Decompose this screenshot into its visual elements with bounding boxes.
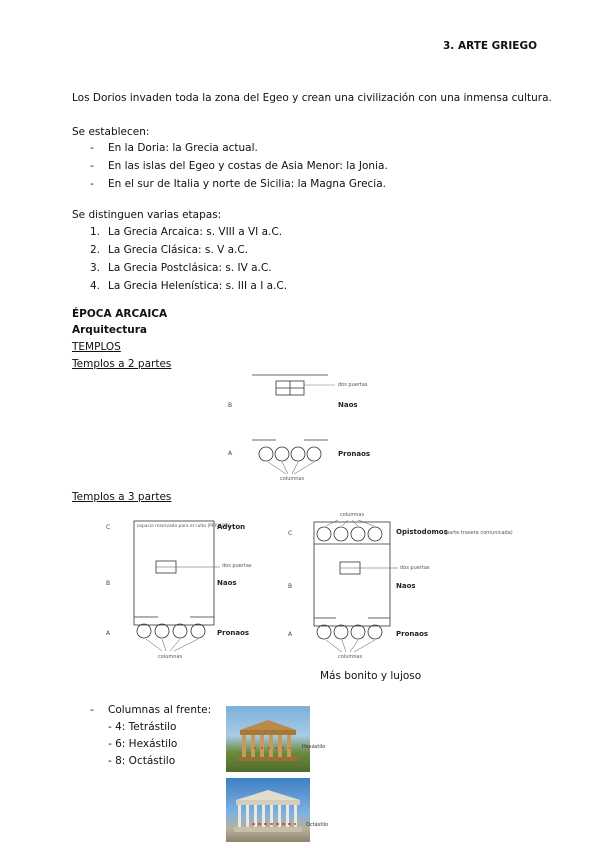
zone-letter-a: A (106, 630, 111, 637)
columns-heading: Columnas al frente: (108, 704, 212, 716)
columns-label: columnas (338, 654, 363, 660)
list-number: 3. (90, 262, 101, 274)
zone-letter-c: C (106, 524, 111, 531)
list-bullet: - (90, 160, 94, 172)
list-item: La Grecia Clásica: s. V a.C. (108, 244, 249, 256)
column-icon (317, 625, 331, 639)
column-icon (259, 447, 273, 461)
list-bullet: - (90, 704, 94, 716)
adyton-label: Adyton (217, 523, 246, 531)
doors-label: dos puertas (222, 563, 252, 569)
zone-letter-b: B (106, 580, 111, 587)
column-icon (137, 624, 151, 638)
three-part-temple-diagram (130, 515, 220, 660)
hexastilo-label: Hexástilo (302, 744, 326, 750)
list-bullet: - (90, 142, 94, 154)
two-parts-heading: Templos a 2 partes (72, 358, 172, 370)
section-title: ÉPOCA ARCAICA (72, 308, 168, 320)
octastilo-label: Octástilo (306, 822, 329, 828)
intro-paragraph: Los Dorios invaden toda la zona del Egeo y crean una civilización con una inmensa cultura. (72, 92, 552, 104)
columns-label: columnas (280, 476, 305, 482)
column-icon (368, 625, 382, 639)
column-icon (275, 447, 289, 461)
columns-pointer (268, 462, 314, 474)
doors-label: dos puertas (338, 382, 368, 388)
columns-pointer (146, 639, 198, 651)
column-icon (307, 447, 321, 461)
list-number: 1. (90, 226, 101, 238)
columns-pointer (326, 520, 374, 526)
naos-label: Naos (338, 401, 358, 409)
columns-label: columnas (158, 654, 183, 660)
opistodomos-note: (parte trasera comunicada) (444, 530, 513, 536)
zone-letter-a: A (228, 450, 233, 457)
list-item: En las islas del Egeo y costas de Asia Menor: la Jonia. (108, 160, 388, 172)
opistodomos-temple-diagram (308, 512, 398, 662)
three-parts-heading: Templos a 3 partes (72, 491, 172, 503)
two-part-temple-diagram (240, 368, 400, 488)
adyton-box-text: espacio reservado para el culto (PRIVADO) (137, 524, 231, 529)
column-icon (191, 624, 205, 638)
pronaos-label: Pronaos (217, 629, 250, 637)
list-item: En el sur de Italia y norte de Sicilia: la Magna Grecia. (108, 178, 386, 190)
caption: Más bonito y lujoso (320, 670, 422, 682)
list-item: La Grecia Helenística: s. III a I a.C. (108, 280, 288, 292)
stages-heading: Se distinguen varias etapas: (72, 209, 222, 221)
page-title: 3. ARTE GRIEGO (443, 40, 538, 52)
zone-letter-c: C (288, 530, 293, 537)
naos-label: Naos (396, 582, 416, 590)
settle-heading: Se establecen: (72, 126, 150, 138)
temple-drawing (226, 706, 310, 772)
zone-letter-b: B (288, 583, 293, 590)
column-icon (317, 527, 331, 541)
column-icon (351, 527, 365, 541)
list-number: 2. (90, 244, 101, 256)
column-icon (291, 447, 305, 461)
top-columns-label: columnas (340, 512, 365, 518)
opistodomos-label: Opistodomos (396, 528, 448, 536)
zone-letter-b: B (228, 402, 233, 409)
list-item: La Grecia Arcaica: s. VIII a VI a.C. (108, 226, 283, 238)
list-item: - 8: Octástilo (108, 755, 176, 767)
section-subtitle: Arquitectura (72, 324, 148, 336)
column-icon (173, 624, 187, 638)
list-item: En la Doria: la Grecia actual. (108, 142, 258, 154)
list-item: - 6: Hexástilo (108, 738, 178, 750)
hexastilo-photo (226, 706, 310, 772)
column-icon (351, 625, 365, 639)
list-bullet: - (90, 178, 94, 190)
list-item: La Grecia Postclásica: s. IV a.C. (108, 262, 272, 274)
list-item: - 4: Tetrástilo (108, 721, 177, 733)
doors-label: dos puertas (400, 565, 430, 571)
octastilo-photo (226, 778, 310, 842)
naos-label: Naos (217, 579, 237, 587)
zone-letter-a: A (288, 631, 293, 638)
column-icon (368, 527, 382, 541)
temple-drawing (226, 778, 310, 842)
pronaos-label: Pronaos (338, 450, 371, 458)
templos-heading: TEMPLOS (72, 341, 121, 353)
column-icon (334, 625, 348, 639)
column-icon (334, 527, 348, 541)
columns-pointer (326, 640, 375, 652)
column-icon (155, 624, 169, 638)
list-number: 4. (90, 280, 101, 292)
pronaos-label: Pronaos (396, 630, 429, 638)
